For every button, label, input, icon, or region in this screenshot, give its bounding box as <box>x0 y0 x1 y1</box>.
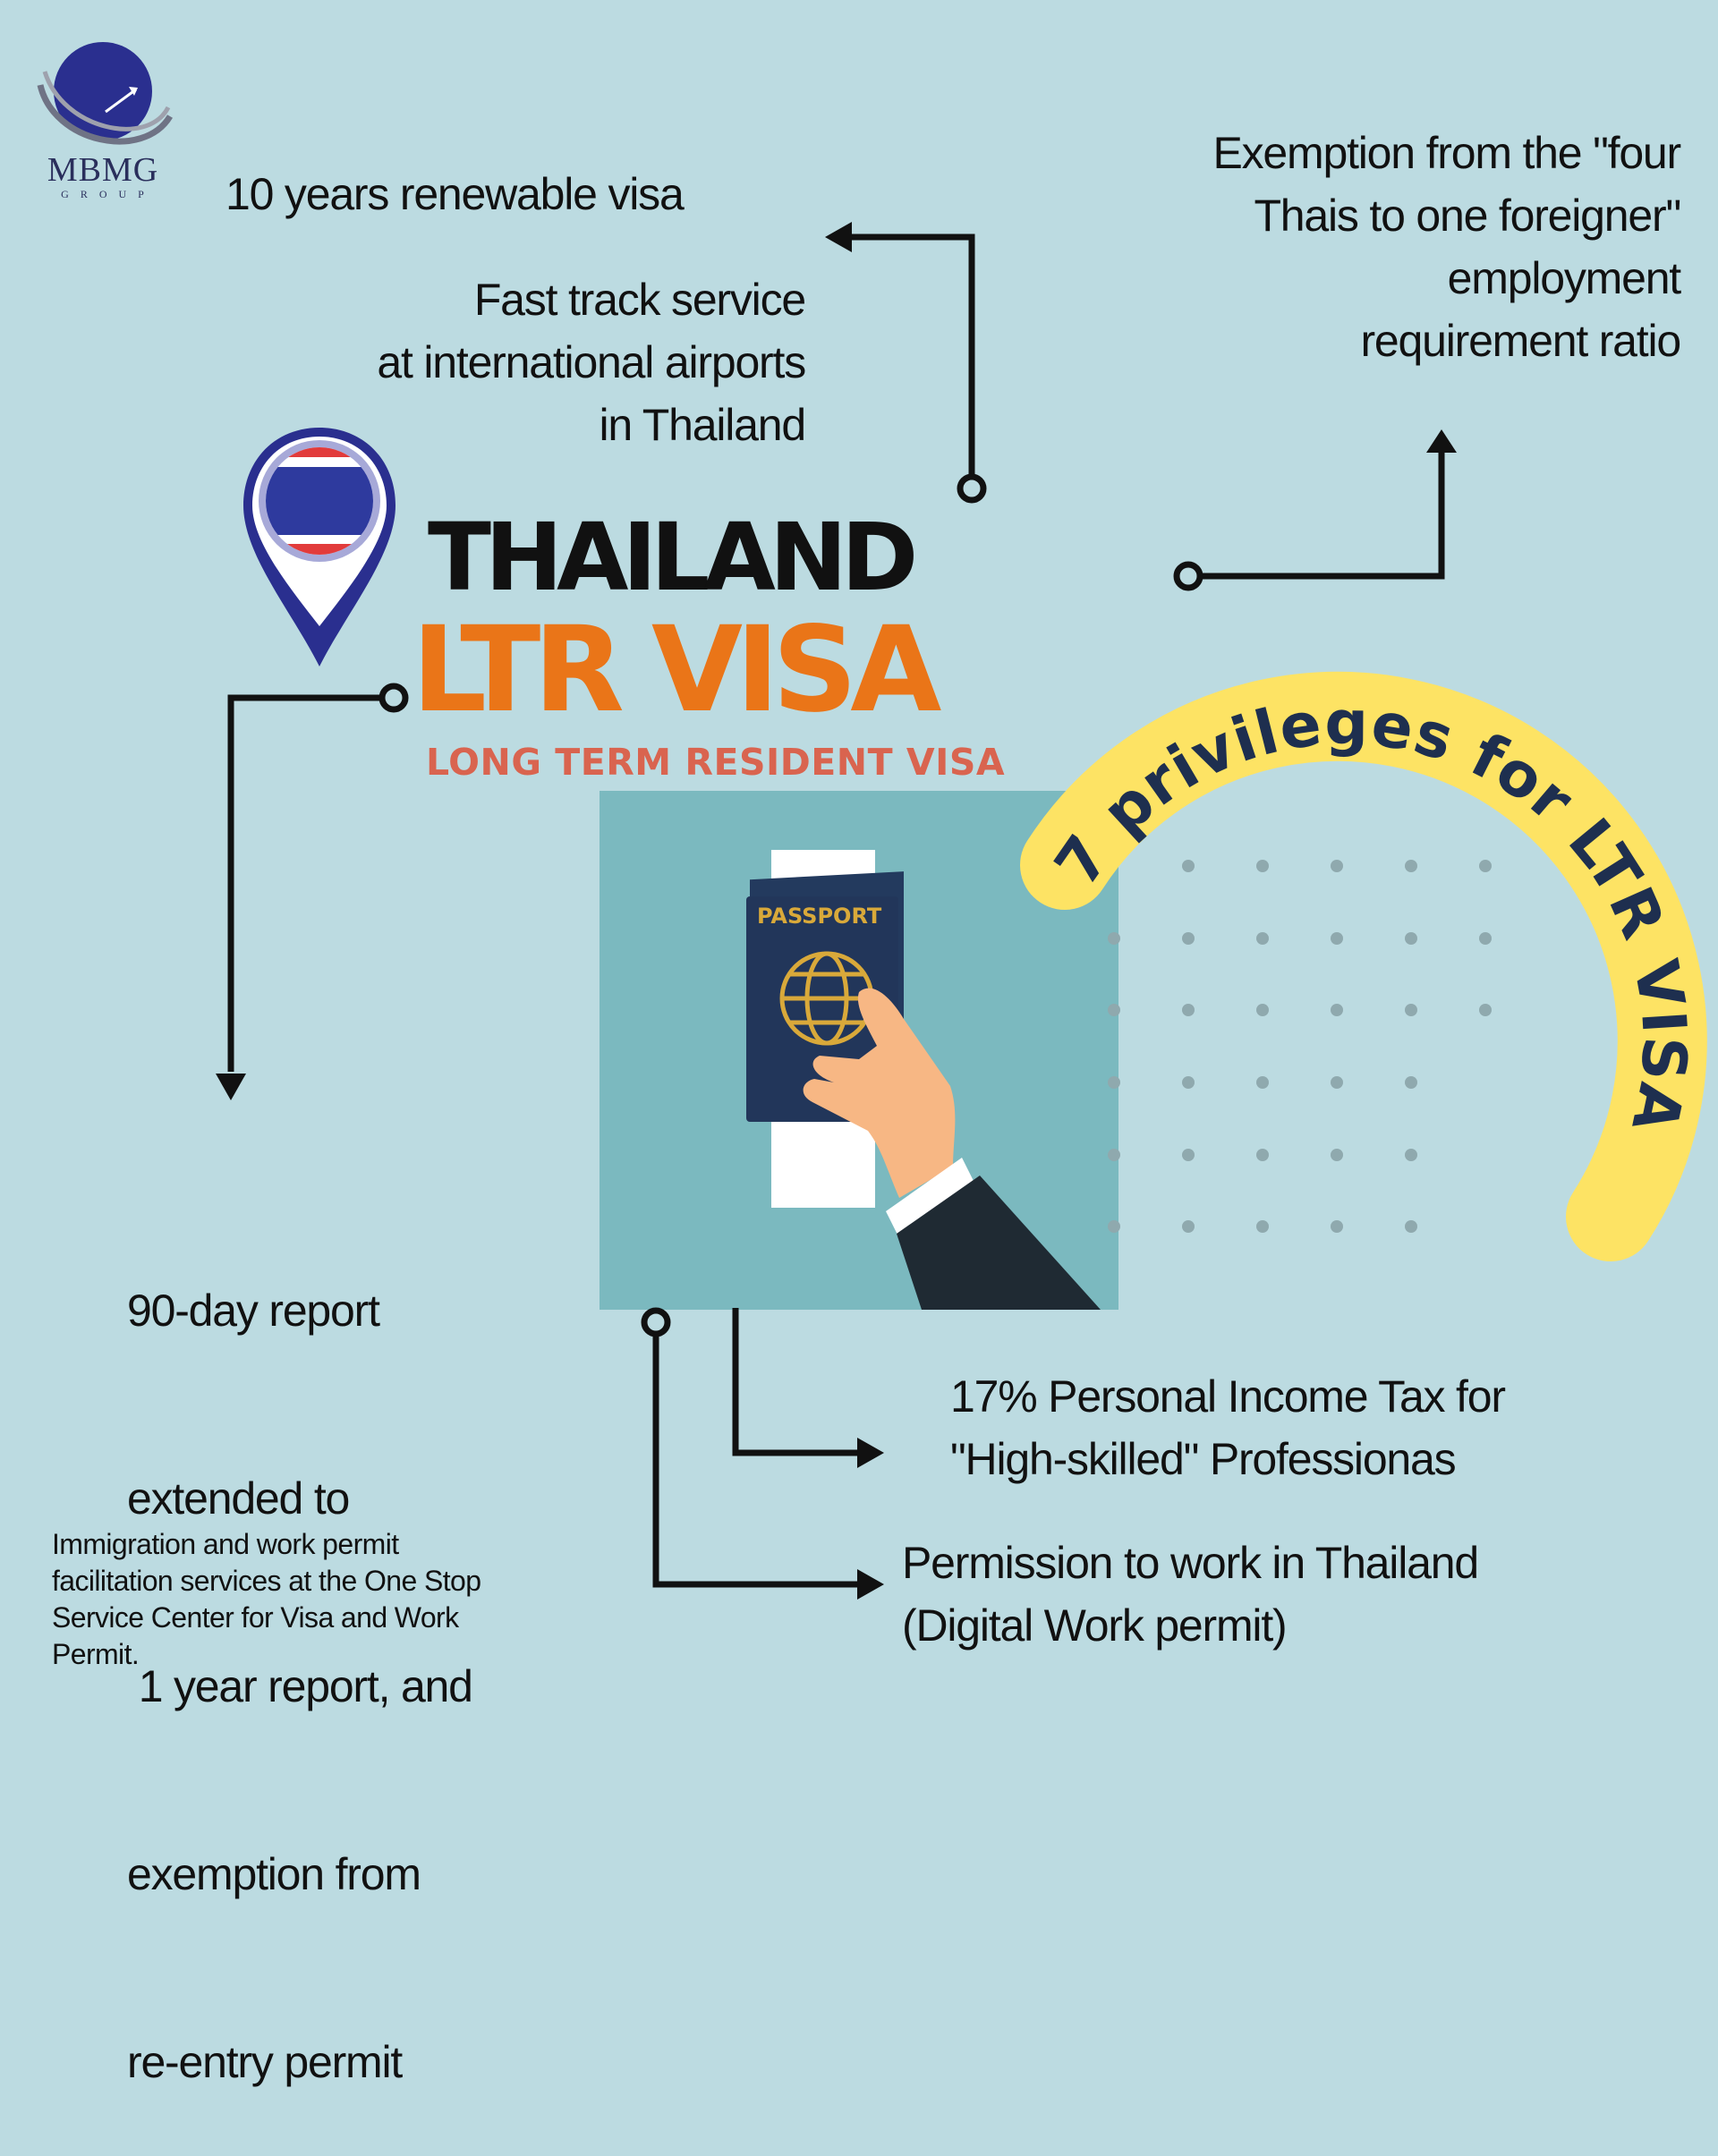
logo-sub: GROUP <box>61 188 156 200</box>
arrow-head-work <box>857 1569 884 1600</box>
arrow-head-90day <box>216 1074 246 1100</box>
connector-renewable <box>852 237 972 480</box>
location-pin-icon <box>234 420 404 680</box>
connector-90day <box>231 698 383 1072</box>
title-ltr-visa: LTR VISA <box>412 601 935 739</box>
privilege-exemption-ratio: Exemption from the "four Thais to one foreigner" employment requirement ratio <box>1212 128 1680 366</box>
dot-grid <box>1110 857 1467 1233</box>
arc-label: 7 privileges for LTR VISA <box>1042 688 1700 1139</box>
privilege-one-stop-service: Immigration and work permit facilitation services at the One Stop Service Center for Visa and Work Permit. <box>52 1528 481 1670</box>
connector-work <box>656 1333 861 1584</box>
privilege-income-tax: 17% Personal Income Tax for "High-skilled" Professionas <box>950 1371 1505 1484</box>
passport-label: PASSPORT <box>757 904 882 929</box>
arrow-head-renewable <box>825 222 852 252</box>
privilege-renewable: 10 years renewable visa <box>225 169 684 219</box>
logo-name: MBMG <box>47 151 159 189</box>
arrow-head-exemption <box>1426 429 1457 453</box>
passport-hand-illustration <box>600 791 1118 1310</box>
privilege-fast-track: Fast track service at international airports in Thailand <box>377 275 805 450</box>
arrow-head-tax <box>857 1438 884 1468</box>
title-long-term-resident: LONG TERM RESIDENT VISA <box>426 741 1006 784</box>
brand-logo <box>36 36 179 206</box>
connector-exemption <box>1199 446 1442 576</box>
connector-tax <box>736 1308 861 1453</box>
privilege-work-permission: Permission to work in Thailand (Digital Work permit) <box>902 1538 1478 1651</box>
privilege-90day-report: 90-day report extended to 1 year report, and exemption from re-entry permit <box>127 1286 472 2087</box>
globe-swoosh-icon <box>36 36 179 152</box>
title-thailand: THAILAND <box>428 503 913 612</box>
